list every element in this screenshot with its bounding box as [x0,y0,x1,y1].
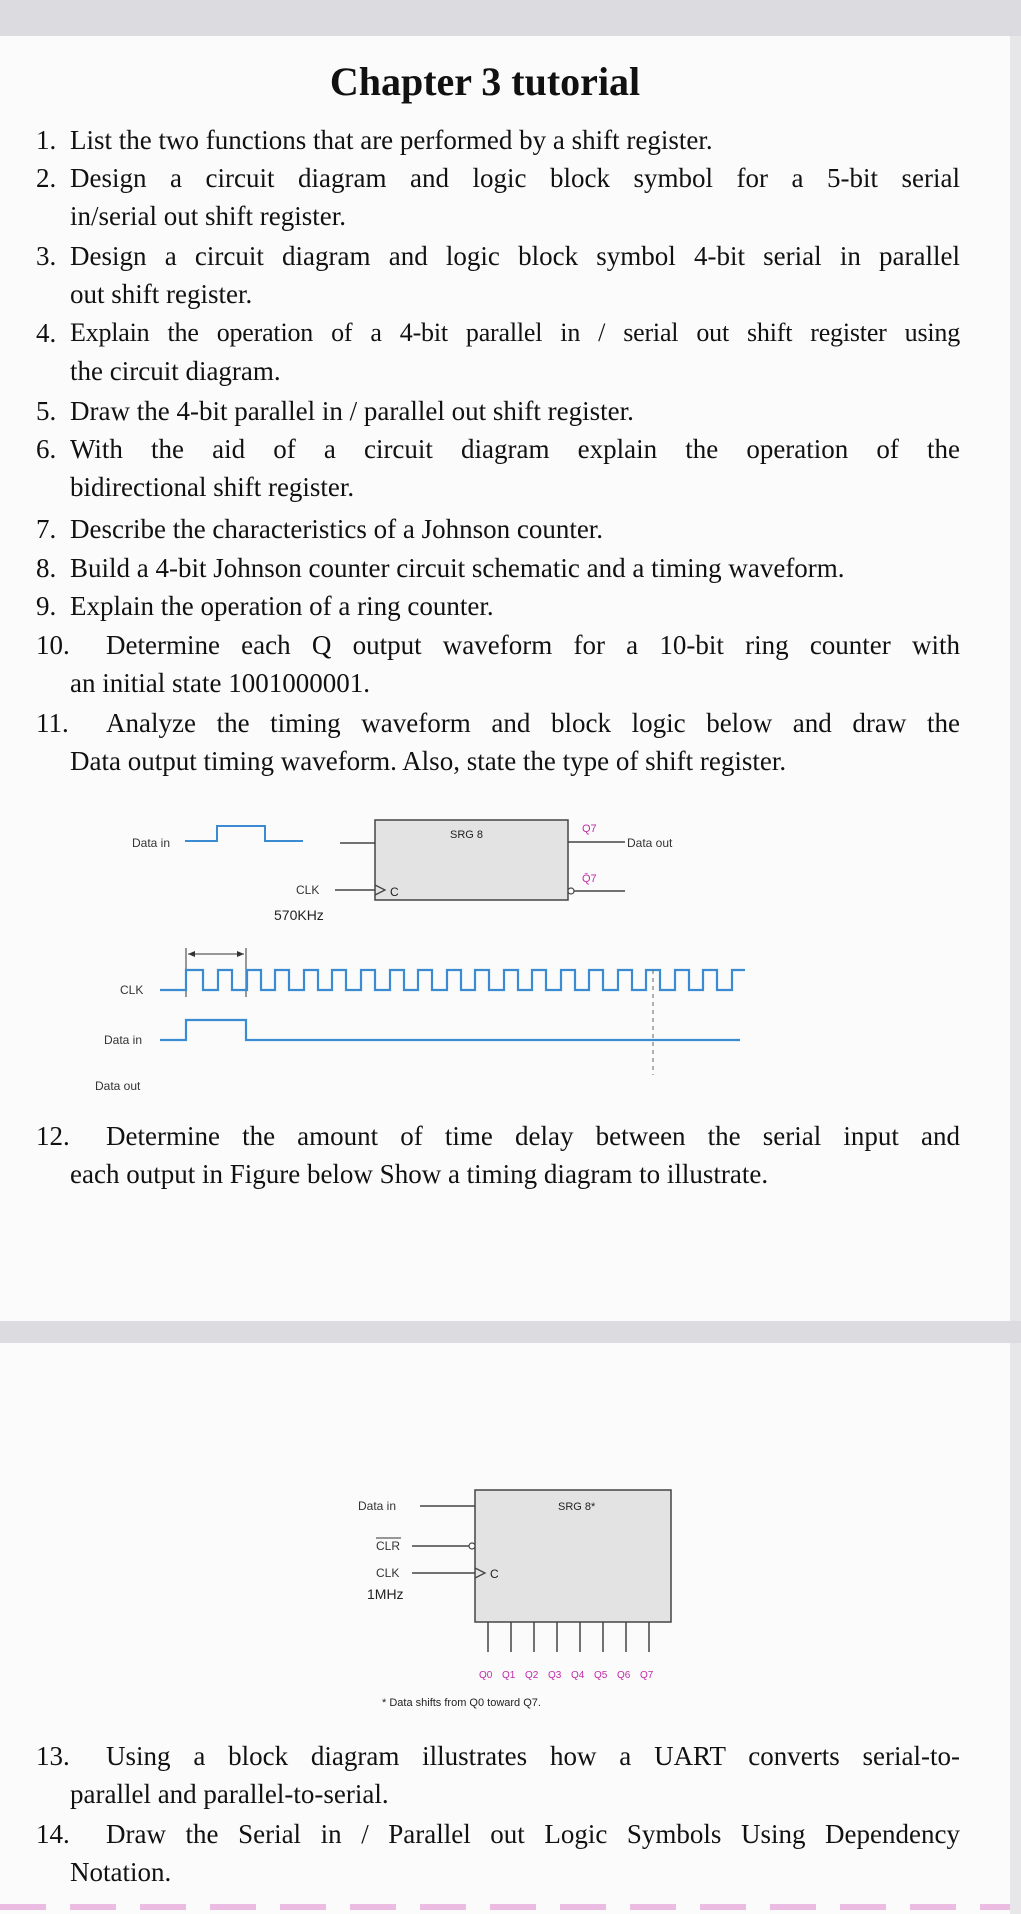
register-label: SRG 8* [558,1501,596,1513]
question-number: 7. [36,514,57,544]
question-text: Explain the operation of a ring counter. [70,591,494,621]
period-arrowhead-left [188,951,195,957]
question-number: 1. [36,125,57,155]
question-3 [36,237,960,313]
output-label-q3: Q3 [548,1670,562,1681]
question-2 [36,159,960,235]
clk-label: CLK [376,1566,400,1580]
period-arrowhead-right [237,951,244,957]
question-number: 10. [36,630,70,660]
question-number: 11. [36,708,69,738]
clk-frequency-label: 570KHz [274,907,324,923]
timing-data-in-label: Data in [104,1033,143,1047]
question-text: Determine the amount of time delay between the serial input and [106,1121,960,1151]
question-text-continued: Data output timing waveform. Also, state the type of shift register. [70,746,787,776]
data-in-label: Data in [132,836,171,850]
timing-data-out-label: Data out [95,1079,141,1093]
page-title: Chapter 3 tutorial [329,59,641,104]
output-label-q1: Q1 [502,1670,516,1681]
question-text-continued: the circuit diagram. [70,356,281,386]
question-number: 8. [36,553,57,583]
question-text-continued: Notation. [70,1857,172,1887]
question-text: Analyze the timing waveform and block logic below and draw the [106,708,960,738]
data-out-label: Data out [627,836,673,850]
page-gap [0,1321,1021,1343]
question-6 [36,430,960,506]
question-text-continued: out shift register. [70,279,253,309]
top-band [0,0,1021,36]
question-text-continued: bidirectional shift register. [70,472,355,502]
clk-label: CLK [296,883,320,897]
question-text: Design a circuit diagram and logic block symbol for a 5-bit serial [70,163,960,193]
clock-input-label: C [390,885,399,899]
output-label-q2: Q2 [525,1670,539,1681]
question-text: Build a 4-bit Johnson counter circuit schematic and a timing waveform. [70,553,845,583]
question-8 [36,549,960,587]
question-1 [36,121,960,159]
question-number: 14. [36,1819,70,1849]
question-text-continued: an initial state 1001000001. [70,668,370,698]
question-13 [36,1737,960,1813]
output-label-q4: Q4 [571,1670,585,1681]
clr-inverter-bubble [469,1543,475,1549]
q-output-label: Q7 [582,823,597,835]
question-number: 2. [36,163,57,193]
question-9 [36,587,960,625]
question-number: 12. [36,1121,70,1151]
question-text: Describe the characteristics of a Johnson counter. [70,514,604,544]
clock-input-label: C [490,1567,499,1581]
data-in-pulse-icon [185,826,303,841]
question-5 [36,392,960,430]
page-2-bottom-edge [0,1904,1010,1910]
figure-shift-register-srg8 [0,800,1010,1100]
question-12 [36,1117,960,1193]
question-text: Draw the Serial in / Parallel out Logic Symbols Using Dependency [106,1819,960,1849]
question-text: Using a block diagram illustrates how a UART converts serial-to- [106,1741,960,1771]
question-number: 9. [36,591,57,621]
question-14 [36,1815,960,1891]
data-shift-note: * Data shifts from Q0 toward Q7. [382,1697,541,1709]
question-number: 6. [36,434,57,464]
question-10 [36,626,960,702]
question-text: With the aid of a circuit diagram explain the operation of the [70,434,960,464]
clk-waveform [160,970,745,990]
question-number: 5. [36,396,57,426]
question-text: Draw the 4-bit parallel in / parallel out shift register. [70,396,634,426]
data-in-label: Data in [358,1499,397,1513]
question-text-continued: parallel and parallel-to-serial. [70,1779,389,1809]
clk-frequency-label: 1MHz [367,1586,404,1602]
inverted-output-bubble [568,888,574,894]
question-text: Explain the operation of a 4-bit parallel in / serial out shift register using [70,318,960,347]
output-label-q0: Q0 [479,1670,493,1681]
question-11 [36,704,960,780]
question-7 [36,510,960,548]
clr-label: CLR [376,1539,401,1553]
parallel-output-lines [488,1622,649,1652]
timing-clk-label: CLK [120,983,144,997]
question-4 [36,314,960,390]
question-text: List the two functions that are performed by a shift register. [70,125,713,155]
question-text: Design a circuit diagram and logic block symbol 4-bit serial in parallel [70,241,960,271]
figure-shift-register-srg8-parallel [0,1480,1010,1720]
output-label-q5: Q5 [594,1670,608,1681]
output-label-q7: Q7 [640,1670,654,1681]
output-label-q6: Q6 [617,1670,631,1681]
question-text-continued: each output in Figure below Show a timing diagram to illustrate. [70,1159,769,1189]
register-label: SRG 8 [450,829,484,841]
question-number: 4. [36,318,57,348]
question-text: Determine each Q output waveform for a 10-bit ring counter with [106,630,960,660]
question-text-continued: in/serial out shift register. [70,201,346,231]
question-number: 13. [36,1741,70,1771]
q-bar-output-label: Q̄7 [582,873,597,885]
question-number: 3. [36,241,57,271]
